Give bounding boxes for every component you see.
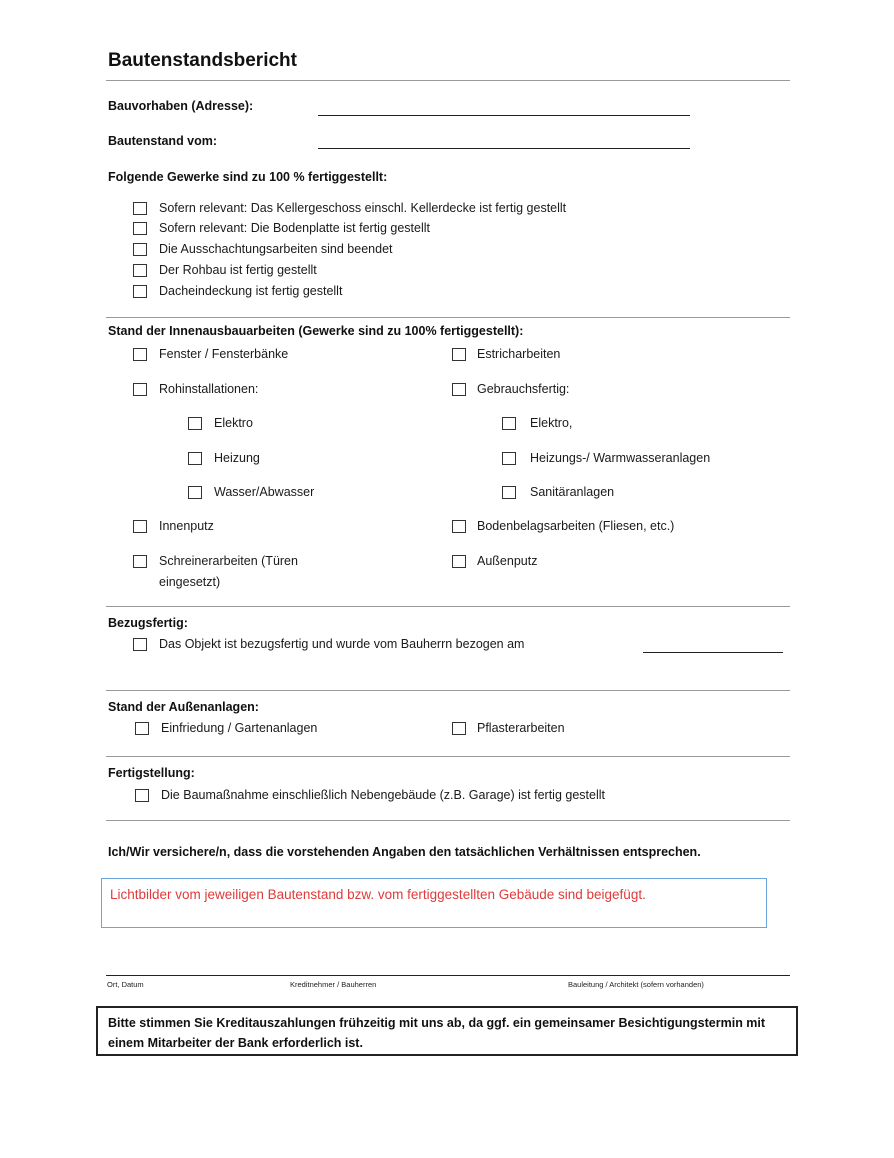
checkbox-fertigstellung[interactable]: [135, 789, 149, 802]
label-schreinerarbeiten-line1: Schreinerarbeiten (Türen: [159, 554, 298, 568]
checkbox-aussenputz[interactable]: [452, 555, 466, 568]
checkbox-dacheindeckung[interactable]: [133, 285, 147, 298]
section-heading-bezugsfertig: Bezugsfertig:: [108, 616, 188, 630]
checkbox-innenputz[interactable]: [133, 520, 147, 533]
checkbox-estrich[interactable]: [452, 348, 466, 361]
checkbox-kellergeschoss[interactable]: [133, 202, 147, 215]
checkbox-schreinerarbeiten[interactable]: [133, 555, 147, 568]
divider: [106, 80, 790, 81]
checkbox-bezugsfertig[interactable]: [133, 638, 147, 651]
divider: [106, 690, 790, 691]
checkbox-geb-elektro[interactable]: [502, 417, 516, 430]
label-gebrauchsfertig: Gebrauchsfertig:: [477, 382, 570, 396]
checkbox-pflasterarbeiten[interactable]: [452, 722, 466, 735]
checkbox-geb-heizung[interactable]: [502, 452, 516, 465]
checkbox-ausschachtung[interactable]: [133, 243, 147, 256]
checkbox-roh-elektro[interactable]: [188, 417, 202, 430]
label-geb-sanitaer: Sanitäranlagen: [530, 485, 615, 499]
signature-line: [106, 975, 790, 976]
signature-label-ort-datum: Ort, Datum: [107, 980, 144, 989]
notice-box: [96, 1006, 798, 1056]
checkbox-gebrauchsfertig[interactable]: [452, 383, 466, 396]
signature-label-kreditnehmer: Kreditnehmer / Bauherren: [290, 980, 377, 989]
date-label: Bautenstand vom:: [108, 134, 218, 148]
address-field[interactable]: [318, 115, 690, 116]
label-bodenbelag: Bodenbelagsarbeiten (Fliesen, etc.): [477, 519, 675, 533]
date-field[interactable]: [318, 148, 690, 149]
checkbox-roh-heizung[interactable]: [188, 452, 202, 465]
bezugsdatum-field[interactable]: [643, 652, 783, 653]
label-dacheindeckung: Dacheindeckung ist fertig gestellt: [159, 284, 343, 298]
section-heading-fertigstellung: Fertigstellung:: [108, 766, 195, 780]
checkbox-geb-sanitaer[interactable]: [502, 486, 516, 499]
label-estrich: Estricharbeiten: [477, 347, 561, 361]
declaration-text: Ich/Wir versichere/n, dass die vorstehenden Angaben den tatsächlichen Verhältnissen entsprechen.: [108, 845, 701, 859]
label-kellergeschoss: Sofern relevant: Das Kellergeschoss einschl. Kellerdecke ist fertig gestellt: [159, 201, 567, 215]
label-pflasterarbeiten: Pflasterarbeiten: [477, 721, 565, 735]
divider: [106, 820, 790, 821]
checkbox-rohinstallationen[interactable]: [133, 383, 147, 396]
label-roh-heizung: Heizung: [214, 451, 260, 465]
section-heading-aussenanlagen: Stand der Außenanlagen:: [108, 700, 259, 714]
photo-note-box[interactable]: [101, 878, 767, 928]
label-rohbau: Der Rohbau ist fertig gestellt: [159, 263, 317, 277]
section-heading-gewerke: Folgende Gewerke sind zu 100 % fertiggestellt:: [108, 170, 388, 184]
label-roh-elektro: Elektro: [214, 416, 253, 430]
divider: [106, 606, 790, 607]
label-geb-heizung: Heizungs-/ Warmwasseranlagen: [530, 451, 711, 465]
label-einfriedung: Einfriedung / Gartenanlagen: [161, 721, 318, 735]
label-innenputz: Innenputz: [159, 519, 214, 533]
checkbox-bodenbelag[interactable]: [452, 520, 466, 533]
checkbox-einfriedung[interactable]: [135, 722, 149, 735]
label-fertigstellung: Die Baumaßnahme einschließlich Nebengebäude (z.B. Garage) ist fertig gestellt: [161, 788, 605, 802]
label-fenster: Fenster / Fensterbänke: [159, 347, 289, 361]
divider: [106, 756, 790, 757]
label-bezugsfertig: Das Objekt ist bezugsfertig und wurde vom Bauherrn bezogen am: [159, 637, 525, 651]
label-bodenplatte: Sofern relevant: Die Bodenplatte ist fertig gestellt: [159, 221, 430, 235]
signature-label-bauleitung: Bauleitung / Architekt (sofern vorhanden): [568, 980, 704, 989]
label-ausschachtung: Die Ausschachtungsarbeiten sind beendet: [159, 242, 393, 256]
label-roh-wasser: Wasser/Abwasser: [214, 485, 315, 499]
photo-note-text: Lichtbilder vom jeweiligen Bautenstand bzw. vom fertiggestellten Gebäude sind beigefügt.: [110, 887, 646, 902]
checkbox-fenster[interactable]: [133, 348, 147, 361]
label-geb-elektro: Elektro,: [530, 416, 573, 430]
checkbox-roh-wasser[interactable]: [188, 486, 202, 499]
page-title: Bautenstandsbericht: [108, 50, 297, 71]
notice-text: Bitte stimmen Sie Kreditauszahlungen frühzeitig mit uns ab, da ggf. ein gemeinsamer Besichtigungstermin mit einem Mitarbeiter der Bank erforderlich ist.: [108, 1016, 766, 1050]
label-rohinstallationen: Rohinstallationen:: [159, 382, 259, 396]
section-heading-innenausbau: Stand der Innenausbauarbeiten (Gewerke sind zu 100% fertiggestellt):: [108, 324, 524, 338]
address-label: Bauvorhaben (Adresse):: [108, 99, 254, 113]
checkbox-rohbau[interactable]: [133, 264, 147, 277]
divider: [106, 317, 790, 318]
label-aussenputz: Außenputz: [477, 554, 538, 568]
checkbox-bodenplatte[interactable]: [133, 222, 147, 235]
label-schreinerarbeiten-line2: eingesetzt): [159, 575, 221, 589]
